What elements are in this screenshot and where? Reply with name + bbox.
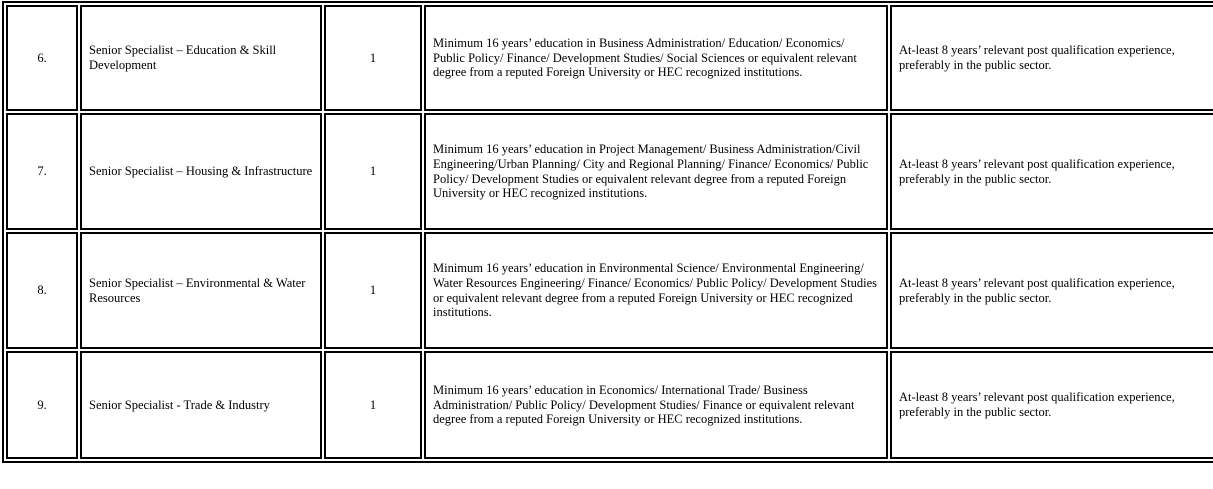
qualification-text: Minimum 16 years’ education in Project Management/ Business Administration/Civil Engineering/Urban Planning/ City and Regional Planning/ Finance/ Economics/ Public Policy/ Development Studies or equivalent relevant degree from a reputed Foreign University or HEC recognized institutions. (424, 113, 888, 230)
serial-number: 9. (6, 351, 78, 459)
experience-text: At-least 8 years’ relevant post qualification experience, preferably in the public sector. (890, 5, 1213, 111)
experience-text: At-least 8 years’ relevant post qualification experience, preferably in the public sector. (890, 113, 1213, 230)
vacancy-count: 1 (324, 5, 422, 111)
experience-text: At-least 8 years’ relevant post qualification experience, preferably in the public sector. (890, 351, 1213, 459)
vacancy-count: 1 (324, 351, 422, 459)
table-row (6, 113, 1213, 230)
serial-number: 8. (6, 232, 78, 349)
serial-number: 7. (6, 113, 78, 230)
position-title: Senior Specialist - Trade & Industry (80, 351, 322, 459)
qualification-text: Minimum 16 years’ education in Economics/ International Trade/ Business Administration/ Public Policy/ Development Studies/ Finance or equivalent relevant degree from a reputed Foreign University or HEC recognized institutions. (424, 351, 888, 459)
position-title: Senior Specialist – Environmental & Water Resources (80, 232, 322, 349)
table-row (6, 351, 1213, 459)
position-title: Senior Specialist – Education & Skill Development (80, 5, 322, 111)
qualification-text: Minimum 16 years’ education in Business Administration/ Education/ Economics/ Public Policy/ Finance/ Development Studies/ Social Sciences or equivalent relevant degree from a reputed Foreign University or HEC recognized institutions. (424, 5, 888, 111)
positions-table (2, 1, 1213, 463)
table-row (6, 232, 1213, 349)
experience-text: At-least 8 years’ relevant post qualification experience, preferably in the public sector. (890, 232, 1213, 349)
vacancy-count: 1 (324, 232, 422, 349)
position-title: Senior Specialist – Housing & Infrastructure (80, 113, 322, 230)
table-row (6, 5, 1213, 111)
qualification-text: Minimum 16 years’ education in Environmental Science/ Environmental Engineering/ Water Resources Engineering/ Finance/ Economics/ Public Policy/ Development Studies or equivalent relevant degree from a reputed Foreign University or HEC recognized institutions. (424, 232, 888, 349)
serial-number: 6. (6, 5, 78, 111)
vacancy-count: 1 (324, 113, 422, 230)
